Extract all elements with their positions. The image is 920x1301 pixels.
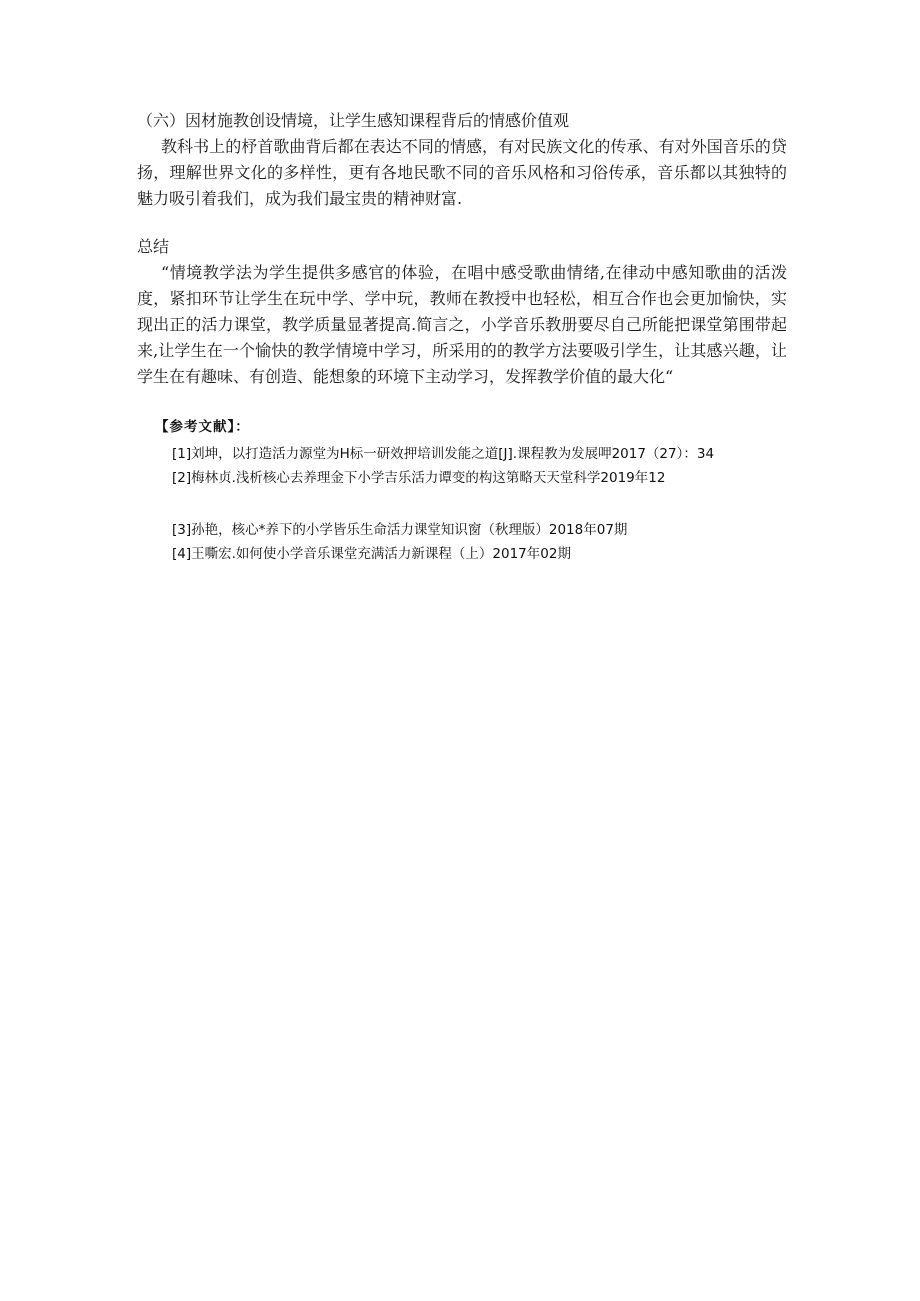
- references-heading: 【参考文献】：: [155, 419, 250, 435]
- reference-item-1: [1]刘坤，以打造活力源堂为H标一研效押培训发能之道[J].课程教为发展呷2017（27）：34: [172, 446, 715, 462]
- reference-item-2: [2]梅林贞.浅析核心去养理金下小学吉乐活力谭变的构这第略天天堂科学2019年12: [172, 470, 666, 486]
- summary-heading: 总结: [137, 237, 170, 256]
- references-section: [137, 416, 787, 566]
- document-content: [137, 108, 787, 566]
- reference-item-3: [3]孙艳，核心*养下的小学皆乐生命活力课堂知识窗（秋理版）2018年07期: [172, 522, 628, 538]
- reference-item-4: [4]王嘶宏.如何使小学音乐课堂充满活力新课程（上）2017年02期: [172, 546, 571, 562]
- section-6-heading: （六）因材施教创设情境，让学生感知课程背后的情感价值观: [137, 111, 570, 130]
- section-6-paragraph: 教科书上的杼首歌曲背后都在表达不同的情感，有对民族文化的传承、有对外国音乐的贷扬，理解世界文化的多样性，更有各地民歌不同的音乐风格和习俗传承，音乐都以其独特的魅力吸引着我们，成为我们最宝贵的精神财富.: [137, 137, 787, 208]
- summary-paragraph: “情境教学法为学生提供多感官的体验，在唱中感受歌曲情绪,在律动中感知歌曲的活泼度，紧扣环节让学生在玩中学、学中玩，教师在教授中也轻松，相互合作也会更加愉快，实现出正的活力课堂，教学质量显著提高.简言之，小学音乐教册要尽自己所能把课堂第围带起来,让学生在一个愉快的教学情境中学习，所采用的的教学方法要吸引学生，让其感兴趣，让学生在有趣味、有创造、能想象的环境下主动学习，发挥教学价值的最大化“: [137, 263, 787, 386]
